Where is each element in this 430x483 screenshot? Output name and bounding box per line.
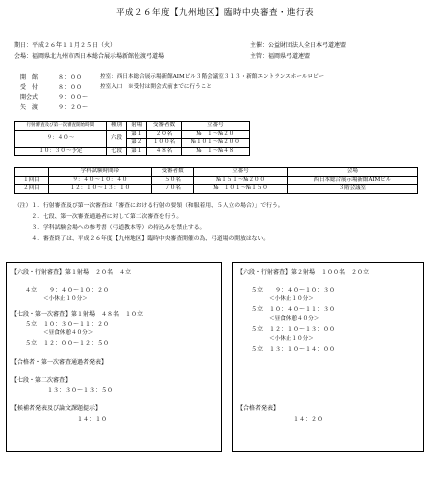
box-line: ５立 １２：００～１２：５０ [25, 340, 110, 347]
box-line: ５立 １３：１０～１４：００ [251, 346, 336, 353]
schedule-label: 開 館 [20, 74, 39, 81]
table-header: 射場 [127, 122, 147, 131]
table-header: 種別 [106, 122, 126, 131]
schedule-note: 控室入口 ※受付は開会式前までに行うこと [100, 84, 212, 90]
box-line: １３：３０～１３：５０ [47, 387, 114, 394]
table-cell: 第１ [127, 130, 147, 139]
table-cell: ５０名 [151, 176, 193, 185]
schedule-time: ９：００～ [58, 94, 89, 101]
table-cell: １２：１０～１３：１０ [48, 185, 151, 194]
exam-table [14, 121, 250, 156]
schedule-time: ９：２０～ [58, 104, 89, 111]
box-line: ５立 １２：１０～１３：００ [251, 326, 336, 333]
table-cell: ２回目 [15, 185, 49, 194]
box-line: ＜昼食休憩４０分＞ [43, 330, 94, 336]
table-header: 立番号 [194, 168, 287, 177]
box-heading: 【合格者・第一次審査通過者発表】 [11, 359, 108, 366]
schedule-time: ８：００ [58, 84, 83, 91]
box-line: ＜小休止１０分＞ [269, 336, 314, 342]
table-cell: １０：３０～予定 [15, 147, 107, 156]
schedule-label: 受 付 [20, 84, 39, 91]
note-line: ２．七段、第一次審査通過者に対して第二次審査を行う。 [14, 214, 183, 220]
box-line: １４：１０ [77, 416, 108, 423]
note-line: （注）１．行射審査及び第一次審査は「審査における行射の要領（和服着用、５人立の場合）」で行う。 [14, 203, 284, 209]
box-heading: 【七段・第一次審査】第１射場 ４８名 １０立 [11, 311, 144, 318]
table-cell: № １～№２０ [181, 130, 249, 139]
table-cell: 六段 [106, 130, 126, 147]
box-heading: 【六段・行射審査】第１射場 ２０名 ４立 [11, 269, 132, 276]
table-cell: ４８名 [147, 147, 181, 156]
box-line: ４立 ９：４０～１０：２０ [25, 287, 110, 294]
note-line: ３．学科試験会場への参考書（弓道教本等）の持込みを禁止する。 [14, 225, 206, 231]
box-line: １４：２０ [293, 416, 324, 423]
table-cell: ２０名 [147, 130, 181, 139]
box-heading: 【合格者発表】 [237, 405, 280, 412]
table-cell: ７０名 [151, 185, 193, 194]
table-header: 学科試験時間帯 [48, 168, 151, 177]
schedule-note: 控室：西日本総合展示場新館AIMビル３階会議室３１３・新館エントランスホールロビー [100, 74, 325, 80]
table-cell: №１０１～№２００ [181, 139, 249, 148]
table-header: 行射審査及び第一次審査開始時間 [15, 122, 107, 131]
table-cell: 七段 [106, 147, 126, 156]
page-title: 平成２６年度【九州地区】臨時中央審査・進行表 [115, 8, 314, 18]
venue-label: 会場：福岡県北九州市西日本総合展示場新館佐渡弓道場 [14, 53, 165, 60]
box-heading: 【候補者発表及び論文課題提示】 [11, 405, 102, 412]
table-cell: 第２ [127, 139, 147, 148]
box-line: ＜小休止１０分＞ [43, 296, 88, 302]
right-schedule-box [232, 262, 424, 452]
box-line: ５立 １０：４０～１１：３０ [251, 306, 336, 313]
table-cell: 西日本総合展示場新館AIMビル [287, 176, 417, 185]
table-cell: １００名 [147, 139, 181, 148]
date-label: 期日：平成２６年１１月２５日（火） [14, 42, 117, 49]
table-cell: ９：４０～ [15, 130, 107, 147]
table-cell: № １０１～№１５０ [194, 185, 287, 194]
table-cell: 第１ [127, 147, 147, 156]
box-line: ＜小休止１０分＞ [269, 296, 314, 302]
table-cell: １回目 [15, 176, 49, 185]
box-heading: 【七段・第二次審査】 [11, 377, 72, 384]
table-cell: № １～№４８ [181, 147, 249, 156]
schedule-label: 開会式 [20, 94, 39, 101]
left-schedule-box [6, 262, 222, 452]
schedule-label: 矢 渡 [20, 104, 39, 111]
table-cell: ９：４０～１０：４０ [48, 176, 151, 185]
table-header: 受審者数 [147, 122, 181, 131]
table-header: 会場 [287, 168, 417, 177]
box-heading: 【六段・行射審査】第２射場 １００名 ２０立 [237, 269, 370, 276]
table-header: 立番号 [181, 122, 249, 131]
box-line: ＜昼食休憩４０分＞ [269, 316, 320, 322]
table-cell: №１５１～№２００ [194, 176, 287, 185]
table-header: 受審者数 [151, 168, 193, 177]
table-header [15, 168, 49, 177]
box-line: ５立 ９：４０～１０：３０ [251, 287, 336, 294]
written-exam-table [14, 167, 418, 194]
host-label: 主催：公益財団法人全日本弓道連盟 [250, 42, 347, 49]
schedule-time: ８：００ [58, 74, 83, 81]
note-line: ４．審査終了は、平成２６年度【九州地区】臨時中央審査開催の為、弓道場の開放はない。 [14, 236, 270, 242]
box-line: ５立 １０：３０～１１：２０ [25, 321, 110, 328]
table-cell: ３階会議室 [287, 185, 417, 194]
manager-label: 主管：福岡県弓道連盟 [250, 53, 311, 60]
